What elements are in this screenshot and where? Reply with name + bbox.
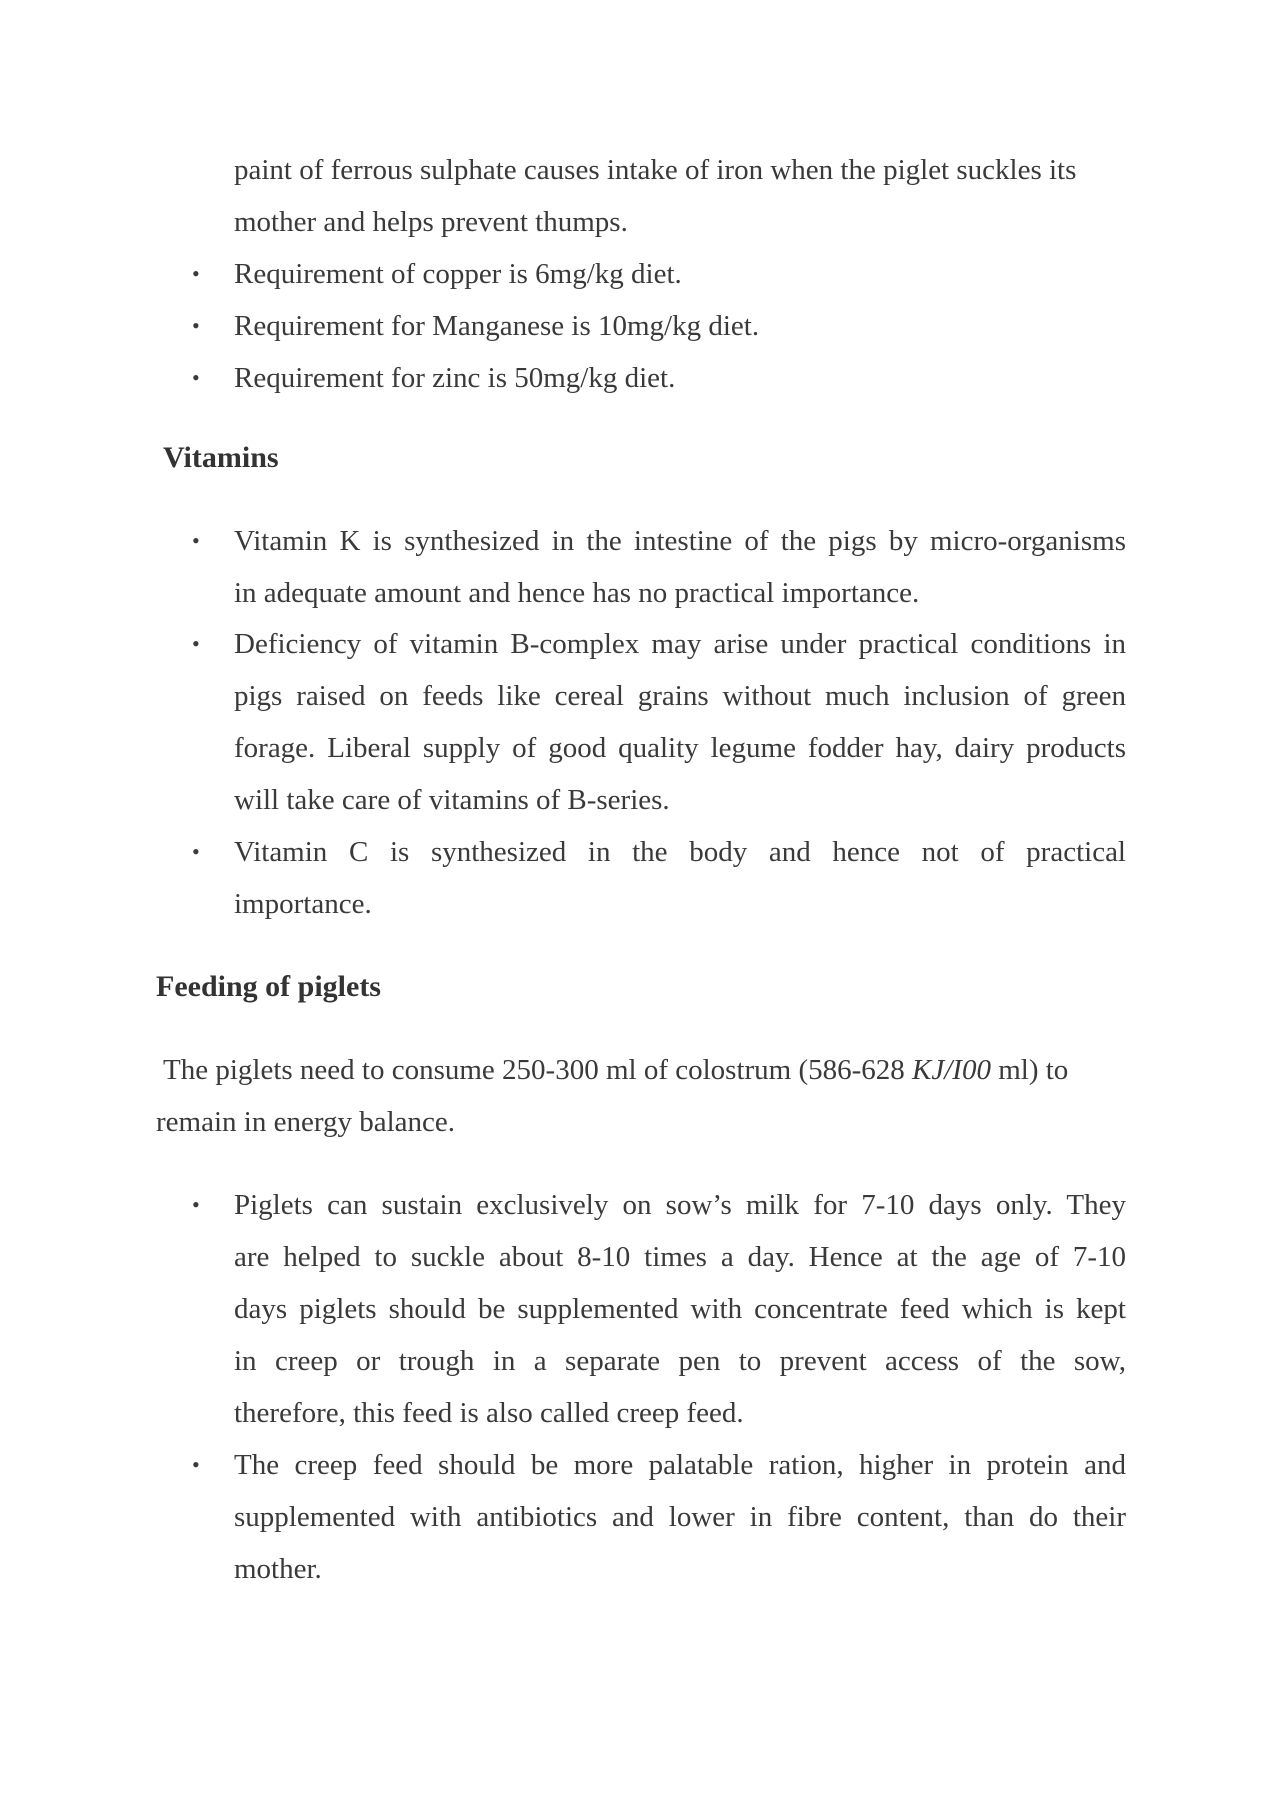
bullet-icon: • xyxy=(192,1192,200,1217)
bullet-icon: • xyxy=(192,631,200,656)
text-line: paint of ferrous sulphate causes intake of iron when the piglet suckles its xyxy=(234,154,1077,186)
paragraph-line xyxy=(163,1053,1068,1087)
list-item-line: therefore, this feed is also called creep feed. xyxy=(234,1397,744,1429)
list-item-line: pigs raised on feeds like cereal grains without much inclusion of green xyxy=(234,680,1126,712)
list-item: Requirement for zinc is 50mg/kg diet. xyxy=(234,362,676,394)
bullet-icon: • xyxy=(192,313,200,338)
list-item: Requirement for Manganese is 10mg/kg diet. xyxy=(234,310,760,342)
unit-text: KJ/I00 xyxy=(912,1054,991,1086)
paragraph-text: ml) to xyxy=(990,1054,1069,1086)
list-item-line: Piglets can sustain exclusively on sow’s milk for 7-10 days only. They xyxy=(234,1189,1126,1221)
bullet-icon: • xyxy=(192,261,200,286)
bullet-icon: • xyxy=(192,528,200,553)
list-item-line: in adequate amount and hence has no practical importance. xyxy=(234,577,920,609)
bullet-icon: • xyxy=(192,365,200,390)
section-heading-feeding: Feeding of piglets xyxy=(156,970,381,1003)
list-item-line: days piglets should be supplemented with concentrate feed which is kept xyxy=(234,1293,1126,1325)
paragraph-text: The piglets need to consume 250-300 ml of colostrum (586-628 xyxy=(163,1054,913,1086)
list-item-line: forage. Liberal supply of good quality legume fodder hay, dairy products xyxy=(234,732,1126,764)
paragraph-line: remain in energy balance. xyxy=(156,1106,455,1138)
list-item-line: in creep or trough in a separate pen to prevent access of the sow, xyxy=(234,1345,1126,1377)
list-item-line: mother. xyxy=(234,1553,322,1585)
list-item: Requirement of copper is 6mg/kg diet. xyxy=(234,258,682,290)
list-item-line: are helped to suckle about 8-10 times a day. Hence at the age of 7-10 xyxy=(234,1241,1126,1273)
list-item-line: The creep feed should be more palatable ration, higher in protein and xyxy=(234,1449,1126,1481)
list-item-line: Vitamin K is synthesized in the intestine of the pigs by micro-organisms xyxy=(234,525,1126,557)
list-item-line: Vitamin C is synthesized in the body and hence not of practical xyxy=(234,836,1126,868)
text-line: mother and helps prevent thumps. xyxy=(234,206,628,238)
list-item-line: supplemented with antibiotics and lower in fibre content, than do their xyxy=(234,1501,1126,1533)
list-item-line: Deficiency of vitamin B-complex may arise under practical conditions in xyxy=(234,628,1126,660)
bullet-icon: • xyxy=(192,839,200,864)
bullet-icon: • xyxy=(192,1452,200,1477)
list-item-line: will take care of vitamins of B-series. xyxy=(234,784,670,816)
list-item-line: importance. xyxy=(234,888,372,920)
section-heading-vitamins: Vitamins xyxy=(163,441,279,474)
